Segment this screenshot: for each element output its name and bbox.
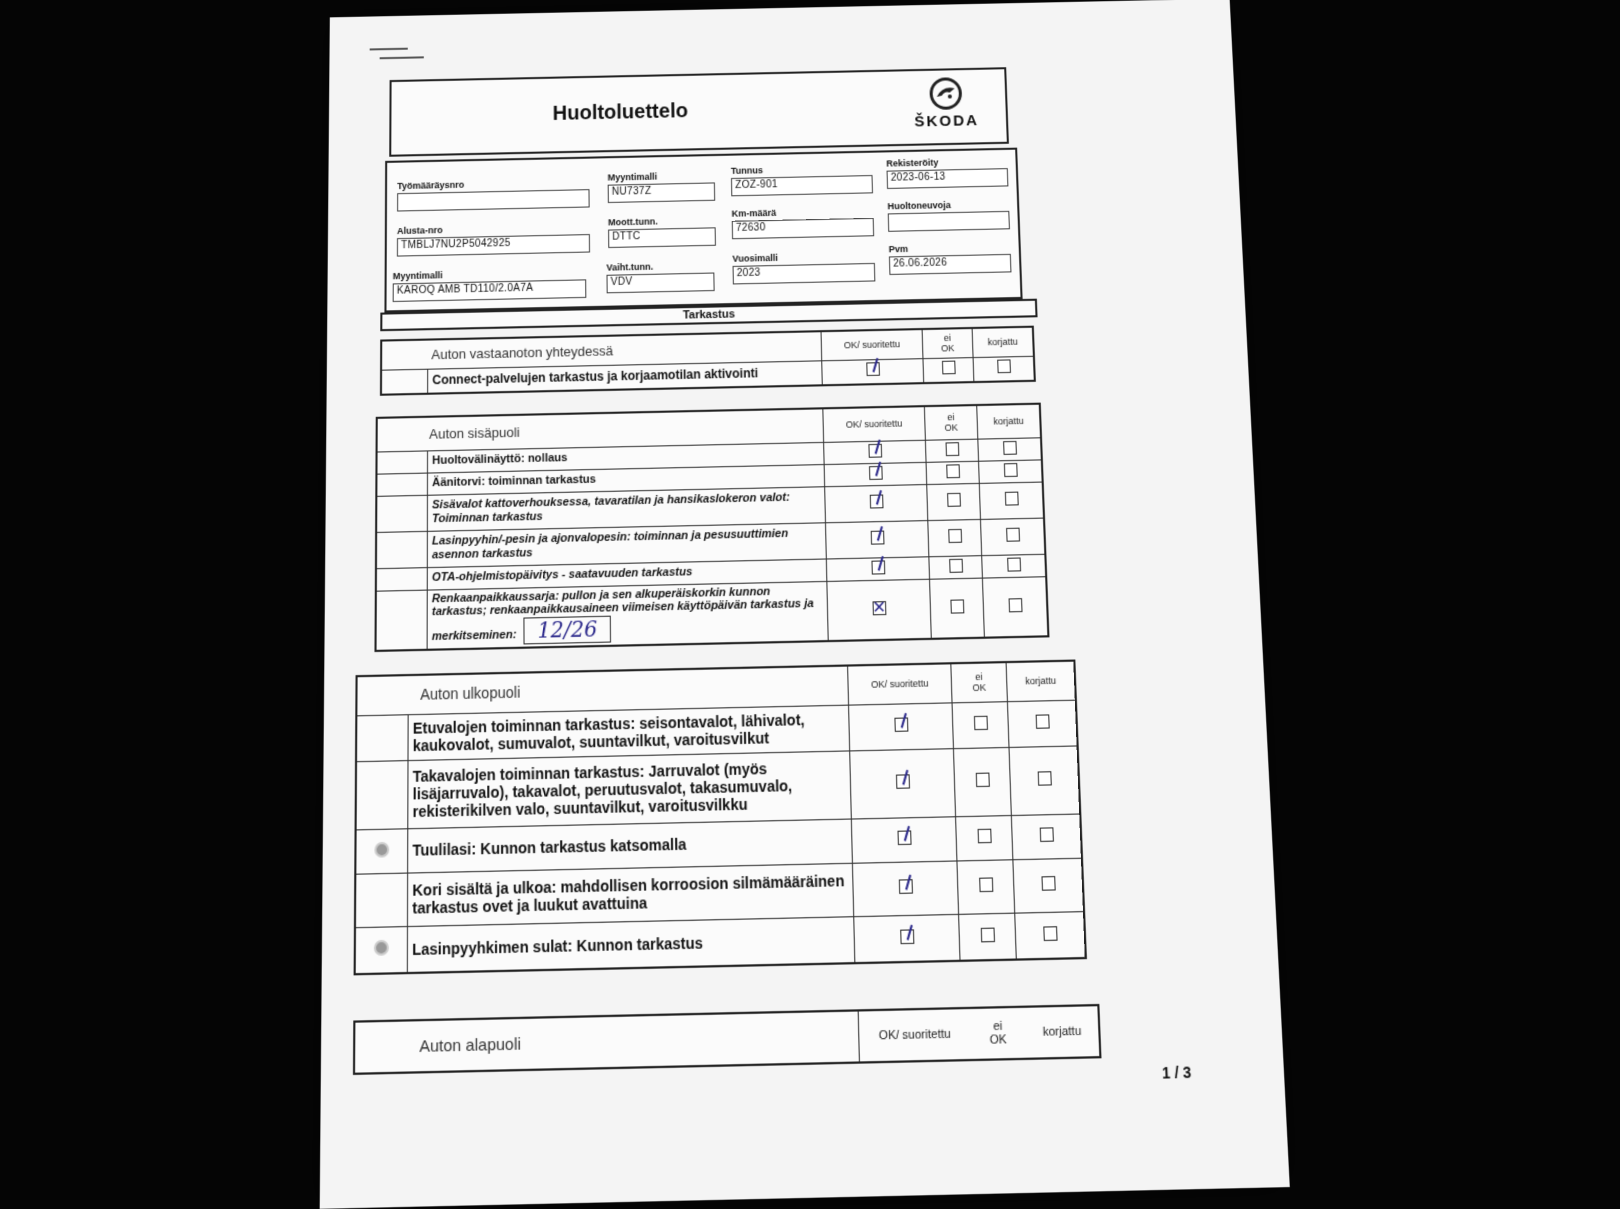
ok-checkbox[interactable] [869,494,883,508]
ei-ok-checkbox[interactable] [980,927,994,942]
korjattu-checkbox[interactable] [1037,771,1051,786]
field-alusta-nro: Alusta-nro TMBLJ7NU2P5042925 [397,222,590,257]
section-title: Auton sisäpuoli [377,408,824,451]
col-ei-header: ei OK [922,328,973,358]
skoda-logo-icon [928,76,963,111]
col-ok-header: OK/ suoritettu [821,329,923,360]
ei-ok-checkbox[interactable] [948,529,962,543]
section-title: Auton ulkopuoli [356,666,848,716]
ei-ok-checkbox[interactable] [949,558,963,572]
field-moott-tunn: Moott.tunn. DTTC [608,215,716,248]
ok-checkbox[interactable] [868,443,882,457]
checklist-item: Connect-palvelujen tarkastus ja korjaamotilan aktivointi [428,360,823,393]
field-myyntimalli: Myyntimalli KAROQ AMB TD110/2.0A7A [393,267,587,302]
checklist-item: Lasinpyyhkimen sulat: Kunnon tarkastus [407,916,855,973]
tarkastus-label: Tarkastus [380,299,1037,332]
ei-ok-checkbox[interactable] [977,829,991,844]
ok-checkbox[interactable] [900,929,914,944]
pen-marks [370,47,430,68]
checklist-item: Kori sisältä ja ulkoa: mahdollisen korroosion silmämääräinen tarkastus ovet ja luukut avattuina [407,863,853,926]
checklist-item: Lasinpyyhin/-pesin ja ajonvalopesin: toiminnan ja pesusuuttimien asennon tarkastus [427,522,826,567]
ok-checkbox[interactable] [868,465,882,479]
checklist-item: Etuvalojen toiminnan tarkastus: seisontavalot, lähivalot, kaukovalot, sumuvalot, suuntavilkut, varoitusvilkut [408,705,850,760]
ok-checkbox[interactable] [897,830,911,845]
korjattu-checkbox[interactable] [1039,827,1053,842]
col-korjattu-header: korjattu [972,327,1034,357]
section-title: Auton alapuoli [354,1010,859,1073]
korjattu-checkbox[interactable] [1003,463,1017,477]
vehicle-info-box [384,148,1022,313]
ok-checkbox[interactable] [872,601,886,615]
ei-ok-checkbox[interactable] [945,442,959,456]
ei-ok-checkbox[interactable] [973,716,987,730]
korjattu-checkbox[interactable] [1007,557,1021,571]
korjattu-checkbox[interactable] [997,359,1011,373]
section-exterior: Auton ulkopuoli OK/ suoritettu ei OK korjattu Etuvalojen toiminnan tarkastus: seisontavalot, lähivalot, kaukovalot, sumuvalot, suuntavilkut, varoitusvilkut Takavalojen toiminnan tarkastus: Jarruvalot (myös lisäjarruvalo), takavalot, peruutusvalot, takasumuvalo, rekisterikilven valo, suuntavilkut, varoitusvilkku Tuulilasi: Kunnon tarkastus katsomalla Kori sisältä ja ulkoa: mahdollisen korroosion silmämääräinen tarkastus ovet ja luukut avattuina Lasinpyyhkimen sulat: Kunnon tarkastus [354,660,1087,976]
checklist-item: Huoltovälinäyttö: nollaus [427,442,824,473]
ok-checkbox[interactable] [871,560,885,574]
bullet-icon [374,841,389,857]
header-box [389,67,1009,157]
page-number: 1 / 3 [1161,1063,1192,1082]
field-pvm: Pvm 26.06.2026 [889,242,1012,275]
section-underside: Auton alapuoli OK/ suoritettu ei OK korjattu [353,1004,1102,1075]
field-km-maara: Km-määrä 72630 [732,206,875,240]
ei-ok-checkbox[interactable] [950,599,964,613]
korjattu-checkbox[interactable] [1003,440,1017,454]
checklist-item: Äänitorvi: toiminnan tarkastus [427,464,824,495]
checklist-item: Renkaanpaikkaussarja: pullon ja sen alkuperäiskorkin kunnon tarkastus; renkaanpaikkausaineen viimeisen käyttöpäivän tarkastus ja merkitseminen: 12/26 [427,581,828,650]
field-tyomaaraysnro: Työmääräysnro [397,177,590,212]
korjattu-checkbox[interactable] [1006,528,1020,542]
checklist-item: Takavalojen toiminnan tarkastus: Jarruvalot (myös lisäjarruvalo), takavalot, peruutusvalot, takasumuvalo, rekisterikilven valo, suuntavilkut, varoitusvilkku [408,750,852,828]
document-title: Huoltoluettelo [552,99,689,126]
field-tunnus: Tunnus ZOZ-901 [731,163,873,196]
field-vaiht-tunn: Vaiht.tunn. VDV [606,260,714,293]
checklist-item: OTA-ohjelmistopäivitys - saatavuuden tarkastus [427,558,827,589]
ei-ok-checkbox[interactable] [947,493,961,507]
section-interior: Auton sisäpuoli OK/ suoritettu ei OK korjattu Huoltovälinäyttö: nollaus Äänitorvi: toiminnan tarkastus Sisävalot kattoverhouksessa, tavaratilan ja hansikaslokeron valot: Toiminnan tarkastus Lasinpyyhin/-pesin ja ajonvalopesin: toiminnan ja pesusuuttimien asennon tarkastus OTA-ohjelmistopäivitys - saatavuuden tarkastus Renkaanpaikkaussarja: pullon ja sen alkuperäiskorkin kunnon tarkastus; renkaanpaikkausaineen viimeisen käyttöpäivän tarkastus ja merkitseminen: 12/26 ✕ [374,403,1049,652]
korjattu-checkbox[interactable] [1043,926,1057,941]
ok-checkbox[interactable] [870,531,884,545]
handwritten-date: 12/26 [524,616,611,645]
service-checklist-paper [320,0,1290,1209]
field-rekisteroity: Rekisteröity 2023-06-13 [886,156,1008,189]
ei-ok-checkbox[interactable] [941,360,955,374]
section-title: Auton vastaanoton yhteydessä [381,331,822,369]
brand [900,76,992,131]
ok-checkbox[interactable] [866,362,880,376]
brand-name: ŠKODA [914,112,980,131]
section-reception [380,326,1036,396]
korjattu-checkbox[interactable] [1035,714,1049,728]
korjattu-checkbox[interactable] [1041,876,1055,891]
ok-checkbox[interactable] [898,879,912,894]
field-vuosimalli: Vuosimalli 2023 [732,251,875,285]
field-myyntimalli-code: Myyntimalli NU737Z [608,170,716,203]
korjattu-checkbox[interactable] [1008,598,1022,612]
ei-ok-checkbox[interactable] [946,464,960,478]
bullet-icon [374,940,389,956]
korjattu-checkbox[interactable] [1004,492,1018,506]
field-huoltoneuvoja: Huoltoneuvoja [887,199,1010,232]
ok-checkbox[interactable] [894,717,908,731]
checklist-item: Sisävalot kattoverhouksessa, tavaratilan ja hansikaslokeron valot: Toiminnan tarkastus [427,486,825,531]
ei-ok-checkbox[interactable] [979,877,993,892]
checklist-item: Tuulilasi: Kunnon tarkastus katsomalla [408,818,853,872]
ok-checkbox[interactable] [895,774,909,789]
ei-ok-checkbox[interactable] [975,773,989,788]
